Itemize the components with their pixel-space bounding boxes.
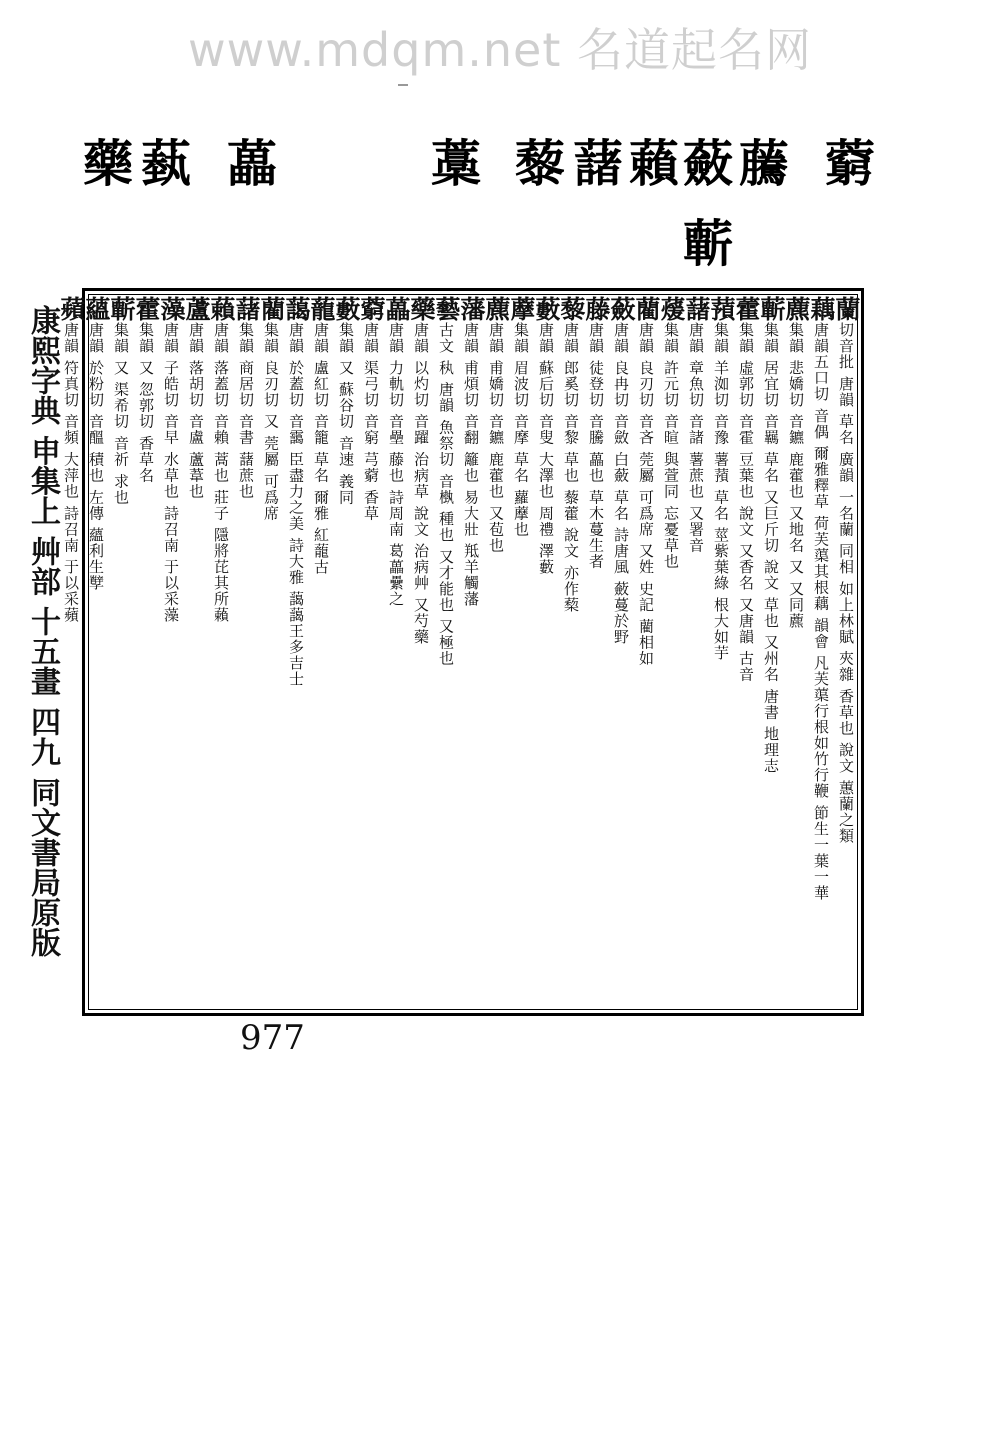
seal-10: 蘄 [683,214,733,273]
entry-column [532,296,561,1008]
entry-headword: 藿 [732,296,761,322]
entry-column [132,296,161,1008]
entry-definition: 唐韻 徒登切 音騰 藟也 草木蔓生者 [587,322,605,570]
entry-headword: 蘋 [57,296,86,322]
entry-headword: 藻 [157,296,186,322]
entry-definition: 唐韻 落胡切 音盧 蘆葦也 [187,322,205,500]
entry-headword: 藩 [457,296,486,322]
entry-column [757,296,786,1008]
entry-column [732,296,761,1008]
seal-4: 藁 [431,134,481,193]
entry-headword: 蘊 [82,296,111,322]
entry-headword: 蘄 [757,296,786,322]
entry-headword: 藨 [482,296,511,322]
entry-column [657,296,686,1008]
entry-definition: 唐韻 力軌切 音壘 藤也 詩周南 葛藟纍之 [387,322,405,607]
entry-definition: 唐韻 以灼切 音躍 治病草 說文 治病艸 又芍藥 [412,322,430,645]
seal-7: 藾 [629,134,679,193]
entry-definition: 集韻 商居切 音書 藷蔗也 [237,322,255,500]
page-number: 977 [240,1018,305,1058]
entry-headword: 蘭 [832,296,861,322]
entry-headword: 藥 [407,296,436,322]
entry-headword: 藺 [257,296,286,322]
entry-definition: 唐韻 良刃切 音吝 莞屬 可爲席 又姓 史記 藺相如 [637,322,655,667]
entry-column [557,296,586,1008]
entry-headword: 藹 [282,296,311,322]
entry-definition: 集韻 悲嬌切 音鑣 鹿藿也 又地名 又 又同藨 [787,322,805,629]
entry-column [682,296,711,1008]
entry-column [307,296,336,1008]
entry-definition: 唐韻 盧紅切 音籠 草名 爾雅 紅蘢古 [312,322,330,575]
entry-definition: 集韻 虛郭切 音霍 豆葉也 說文 又香名 又唐韻 古音 [737,322,755,683]
margin-title: 康熙字典 申集上 艸部 十五畫 四九 同文書局原版 [25,305,60,958]
entry-column [182,296,211,1008]
entry-column [432,296,461,1008]
entry-column [407,296,436,1008]
entry-headword: 藝 [432,296,461,322]
seal-11: 藭 [825,134,875,193]
page-mark [398,84,408,86]
entry-headword: 藷 [682,296,711,322]
entry-headword: 藺 [632,296,661,322]
entry-column [457,296,486,1008]
entry-definition: 集韻 居宜切 音羈 草名 又巨斤切 說文 草也 又州名 唐書 地理志 [762,322,780,774]
entry-column [232,296,261,1008]
entry-column [82,296,111,1008]
seal-3: 藟 [227,134,277,193]
entry-definition: 唐韻 子皓切 音早 水草也 詩召南 于以采藻 [162,322,180,623]
seal-script-row [82,134,882,288]
entry-column [807,296,836,1008]
entry-definition: 集韻 良刃切 又 莞屬 可爲席 [262,322,280,522]
entry-headword: 藨 [782,296,811,322]
entry-headword: 蘆 [182,296,211,322]
watermark-text: www.mdqm.net 名道起名网 [187,23,813,77]
entry-headword: 藜 [557,296,586,322]
entry-definition: 唐韻 落蓋切 音賴 蒿也 莊子 隱將芘其所藾 [212,322,230,623]
entry-definition: 唐韻 良冉切 音斂 白蘞 草名 詩唐風 蘞蔓於野 [612,322,630,645]
entry-column [707,296,736,1008]
entry-column [157,296,186,1008]
entry-definition: 集韻 眉波切 音摩 草名 蘿藦也 [512,322,530,538]
entry-column [607,296,636,1008]
entry-headword: 藕 [807,296,836,322]
entry-column [582,296,611,1008]
entry-definition: 集韻 又 蘇谷切 音速 義同 [337,322,355,506]
entry-column [282,296,311,1008]
entry-definition: 集韻 羊洳切 音豫 薯蕷 草名 莖紫葉綠 根大如芋 [712,322,730,661]
entry-headword: 藪 [532,296,561,322]
entry-column [207,296,236,1008]
entry-definition: 集韻 又 渠希切 音祈 求也 [112,322,130,506]
entry-headword: 藭 [357,296,386,322]
entry-headword: 藪 [332,296,361,322]
entry-headword: 藦 [507,296,536,322]
entry-column [832,296,861,1008]
entry-column [507,296,536,1008]
entry-definition: 唐韻 郎奚切 音黎 草也 藜藿 說文 亦作蔾 [562,322,580,613]
entry-column [257,296,286,1008]
entry-column [632,296,661,1008]
entry-definition: 集韻 又 忽郭切 香草名 [137,322,155,484]
entry-headword: 藿 [132,296,161,322]
seal-2: 蓺 [141,134,191,193]
entry-definition: 唐韻 符真切 音頻 大萍也 詩召南 于以采蘋 [62,322,80,623]
entry-column [482,296,511,1008]
entry-headword: 蘞 [607,296,636,322]
seal-5: 藜 [515,134,565,193]
entry-column [782,296,811,1008]
entry-column [107,296,136,1008]
entry-column [382,296,411,1008]
entry-definition: 唐韻 章魚切 音諸 薯蔗也 又署音 [687,322,705,554]
seal-8: 蘞 [683,134,733,193]
entry-headword: 藾 [207,296,236,322]
entry-column [357,296,386,1008]
entry-definition: 唐韻五口切 音偶 爾雅釋草 荷芙蕖其根藕 韻會 凡芙蕖行根如竹行鞭 節生一葉一華 [812,322,830,901]
seal-1: 藥 [83,134,133,193]
entry-column [332,296,361,1008]
entry-definition: 唐韻 甫煩切 音翻 籬也 易大壯 羝羊觸藩 [462,322,480,607]
entry-definition: 唐韻 於蓋切 音靄 臣盡力之美 詩大雅 藹藹王多吉士 [287,322,305,687]
entry-headword: 藷 [232,296,261,322]
entry-definition: 古文 秇 唐韻 魚祭切 音槸 種也 又才能也 又極也 [437,322,455,667]
entry-headword: 蘄 [107,296,136,322]
entry-headword: 蕿 [657,296,686,322]
entry-definition: 唐韻 渠弓切 音窮 芎藭 香草 [362,322,380,522]
entry-headword: 蕷 [707,296,736,322]
entry-column [57,296,86,1008]
seal-6: 藷 [573,134,623,193]
entry-definition: 集韻 許元切 音暄 與萱同 忘憂草也 [662,322,680,570]
entry-headword: 藟 [382,296,411,322]
entry-headword: 藤 [582,296,611,322]
dictionary-columns [57,296,861,1008]
seal-9: 虅 [739,134,789,193]
entry-definition: 切音批 唐韻 草名 廣韻 一名蘭 同相 如上林賦 夾雜 香草也 說文 蕙蘭之類 [837,322,855,844]
entry-definition: 唐韻 於粉切 音醞 積也 左傳 蘊利生孼 [87,322,105,591]
entry-definition: 唐韻 蘇后切 音叟 大澤也 周禮 澤藪 [537,322,555,575]
entry-headword: 蘢 [307,296,336,322]
entry-definition: 唐韻 甫嬌切 音鑣 鹿藿也 又苞也 [487,322,505,554]
